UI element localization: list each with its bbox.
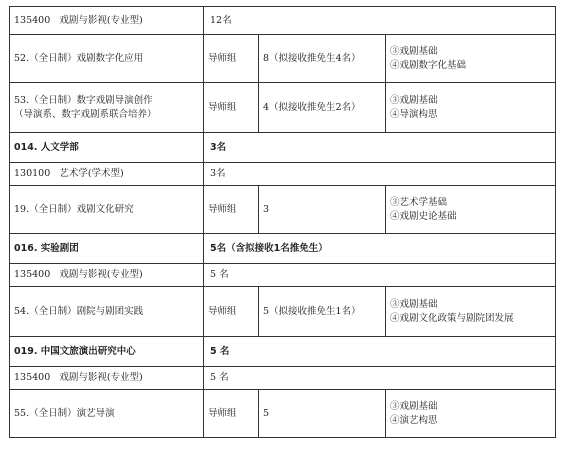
quota-cell: 5 [259,390,386,438]
table-row-direction [10,186,556,234]
department-count: 5 名 [204,337,556,367]
exam-subject-4: ④导演构思 [390,108,438,120]
table-row-major [10,7,556,35]
direction-label-line1: 53.（全日制）数字戏剧导演创作 [14,94,153,106]
exam-subjects [386,35,556,83]
table-row-direction [10,83,556,133]
table-row-direction [10,287,556,337]
direction-label: 55.（全日制）演艺导演 [10,390,204,438]
table-row-major [10,163,556,186]
table-row-direction [10,35,556,83]
direction-label: 52.（全日制）戏剧数字化应用 [10,35,204,83]
table-row-department [10,234,556,264]
table-row-major [10,264,556,287]
major-code: 135400 [14,14,51,26]
major-name: 戏剧与影视(专业型) [59,269,143,280]
table-row-department [10,133,556,163]
exam-subject-4: ④戏剧史论基础 [390,210,457,222]
table-row-major [10,367,556,390]
major-name: 戏剧与影视(专业型) [59,372,143,383]
exam-subject-4: ④戏剧数字化基础 [390,59,467,71]
major-cell [10,264,204,287]
exam-subject-3: ③戏剧基础 [390,45,438,57]
major-count: 5 名 [204,264,556,287]
exam-subject-3: ③戏剧基础 [390,298,438,310]
direction-label: 54.（全日制）剧院与剧团实践 [10,287,204,337]
exam-subject-3: ③戏剧基础 [390,400,438,412]
advisor-cell: 导师组 [204,35,259,83]
exam-subjects [386,287,556,337]
advisor-cell: 导师组 [204,390,259,438]
exam-subjects [386,83,556,133]
exam-subjects [386,186,556,234]
department-count: 5名（含拟接收1名推免生） [204,234,556,264]
major-cell [10,7,204,35]
exam-subject-3: ③戏剧基础 [390,94,438,106]
advisor-cell: 导师组 [204,186,259,234]
direction-label-line2: （导演系、数字戏剧系联合培养） [14,108,157,120]
major-count: 3名 [204,163,556,186]
table-row-department [10,337,556,367]
exam-subject-4: ④戏剧文化政策与剧院团发展 [390,312,514,324]
major-code: 135400 [14,372,51,383]
department-name: 016. 实验剧团 [10,234,204,264]
quota-cell: 3 [259,186,386,234]
major-code: 130100 [14,168,51,179]
advisor-cell: 导师组 [204,287,259,337]
department-count: 3名 [204,133,556,163]
exam-subjects [386,390,556,438]
major-count: 5 名 [204,367,556,390]
department-name: 019. 中国文旅演出研究中心 [10,337,204,367]
table-row-direction [10,390,556,438]
quota-cell: 4（拟接收推免生2名） [259,83,386,133]
major-name: 戏剧与影视(专业型) [59,14,143,26]
major-cell [10,163,204,186]
major-code: 135400 [14,269,51,280]
major-cell [10,367,204,390]
quota-cell: 8（拟接收推免生4名） [259,35,386,83]
exam-subject-3: ③艺术学基础 [390,196,448,208]
major-name: 艺术学(学术型) [59,168,124,179]
department-name: 014. 人文学部 [10,133,204,163]
quota-cell: 5（拟接收推免生1名） [259,287,386,337]
enrollment-table [9,6,556,438]
major-count: 12名 [204,7,556,35]
exam-subject-4: ④演艺构思 [390,414,438,426]
direction-label: 19.（全日制）戏剧文化研究 [10,186,204,234]
direction-label [10,83,204,133]
advisor-cell: 导师组 [204,83,259,133]
